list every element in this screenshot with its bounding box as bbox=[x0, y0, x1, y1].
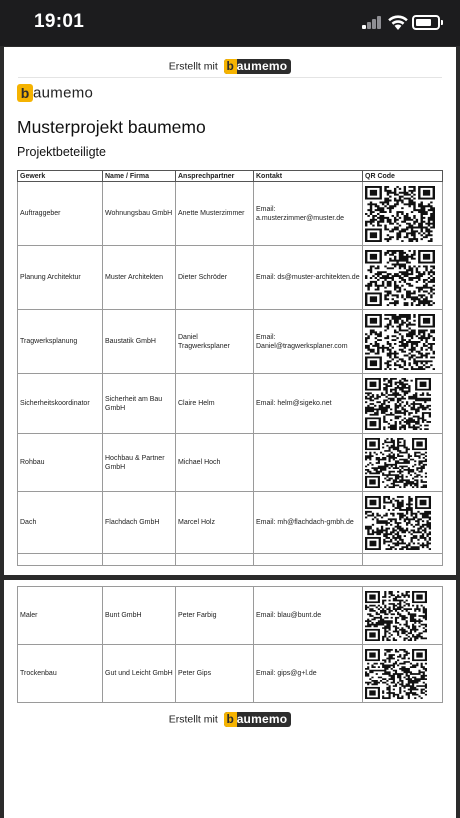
table-row-continuation bbox=[18, 554, 443, 566]
status-time: 19:01 bbox=[34, 11, 85, 32]
cell-firma: Wohnungsbau GmbH bbox=[103, 182, 176, 246]
qr-code-icon[interactable] bbox=[365, 186, 435, 242]
cell-ansprechpartner: Peter Farbig bbox=[176, 587, 254, 645]
cell-ansprechpartner: Claire Helm bbox=[176, 374, 254, 434]
cell-firma: Bunt GmbH bbox=[103, 587, 176, 645]
cell-kontakt: Email: mh@flachdach-gmbh.de bbox=[254, 492, 363, 554]
table-row bbox=[18, 434, 443, 492]
cell-firma: Baustatik GmbH bbox=[103, 310, 176, 374]
baumemo-logo: b aumemo bbox=[224, 712, 292, 727]
column-header-firma: Name / Firma bbox=[103, 171, 176, 182]
cell-gewerk: Auftraggeber bbox=[18, 182, 103, 246]
column-header-kontakt: Kontakt bbox=[254, 171, 363, 182]
column-header-gewerk: Gewerk bbox=[18, 171, 103, 182]
table-header-row bbox=[18, 171, 443, 182]
cell-kontakt: Email: helm@sigeko.net bbox=[254, 374, 363, 434]
cell-gewerk: Sicherheitskoordinator bbox=[18, 374, 103, 434]
baumemo-logo: b aumemo bbox=[224, 59, 292, 74]
qr-code-icon[interactable] bbox=[365, 314, 435, 370]
cell-kontakt: Email: Daniel@tragwerksplaner.com bbox=[254, 310, 363, 374]
participants-table bbox=[17, 170, 443, 566]
table-row bbox=[18, 645, 443, 703]
cellular-signal-icon bbox=[362, 16, 382, 29]
brand-logo: b aumemo bbox=[17, 84, 93, 102]
cell-gewerk: Rohbau bbox=[18, 434, 103, 492]
qr-code-icon[interactable] bbox=[365, 378, 431, 430]
made-with-text: Erstellt mit bbox=[168, 60, 218, 73]
wifi-icon bbox=[387, 13, 409, 31]
table-row bbox=[18, 310, 443, 374]
qr-code-icon[interactable] bbox=[365, 649, 427, 699]
cell-firma: Hochbau & Partner GmbH bbox=[103, 434, 176, 492]
made-with-text: Erstellt mit bbox=[168, 713, 218, 726]
table-row bbox=[18, 374, 443, 434]
cell-kontakt bbox=[254, 434, 363, 492]
cell-firma: Gut und Leicht GmbH bbox=[103, 645, 176, 703]
column-header-ansprechpartner: Ansprechpartner bbox=[176, 171, 254, 182]
table-row bbox=[18, 246, 443, 310]
cell-kontakt: Email: blau@bunt.de bbox=[254, 587, 363, 645]
section-title: Projektbeteiligte bbox=[17, 145, 106, 159]
cell-kontakt: Email: a.musterzimmer@muster.de bbox=[254, 182, 363, 246]
pdf-page-2[interactable] bbox=[4, 580, 456, 818]
table-row bbox=[18, 587, 443, 645]
status-bar bbox=[0, 0, 460, 46]
cell-ansprechpartner: Marcel Holz bbox=[176, 492, 254, 554]
battery-icon bbox=[412, 15, 440, 30]
qr-code-icon[interactable] bbox=[365, 496, 431, 550]
table-row bbox=[18, 182, 443, 246]
header-divider bbox=[18, 77, 442, 78]
cell-firma: Muster Architekten bbox=[103, 246, 176, 310]
qr-code-icon[interactable] bbox=[365, 438, 427, 488]
table-row bbox=[18, 492, 443, 554]
cell-firma: Sicherheit am Bau GmbH bbox=[103, 374, 176, 434]
cell-ansprechpartner: Daniel Tragwerksplaner bbox=[176, 310, 254, 374]
qr-code-icon[interactable] bbox=[365, 250, 435, 306]
cell-ansprechpartner: Michael Hoch bbox=[176, 434, 254, 492]
column-header-qr: QR Code bbox=[363, 171, 443, 182]
cell-ansprechpartner: Anette Musterzimmer bbox=[176, 182, 254, 246]
cell-ansprechpartner: Peter Gips bbox=[176, 645, 254, 703]
project-title: Musterprojekt baumemo bbox=[17, 117, 206, 137]
cell-gewerk: Trockenbau bbox=[18, 645, 103, 703]
made-with-footer bbox=[4, 712, 456, 727]
cell-gewerk: Planung Architektur bbox=[18, 246, 103, 310]
cell-ansprechpartner: Dieter Schröder bbox=[176, 246, 254, 310]
cell-gewerk: Tragwerksplanung bbox=[18, 310, 103, 374]
cell-gewerk: Maler bbox=[18, 587, 103, 645]
cell-gewerk: Dach bbox=[18, 492, 103, 554]
cell-kontakt: Email: gips@g+l.de bbox=[254, 645, 363, 703]
qr-code-icon[interactable] bbox=[365, 591, 427, 641]
cell-kontakt: Email: ds@muster-architekten.de bbox=[254, 246, 363, 310]
made-with-header bbox=[4, 59, 456, 74]
participants-table-continued bbox=[17, 586, 443, 703]
cell-firma: Flachdach GmbH bbox=[103, 492, 176, 554]
pdf-page-1[interactable] bbox=[4, 47, 456, 575]
